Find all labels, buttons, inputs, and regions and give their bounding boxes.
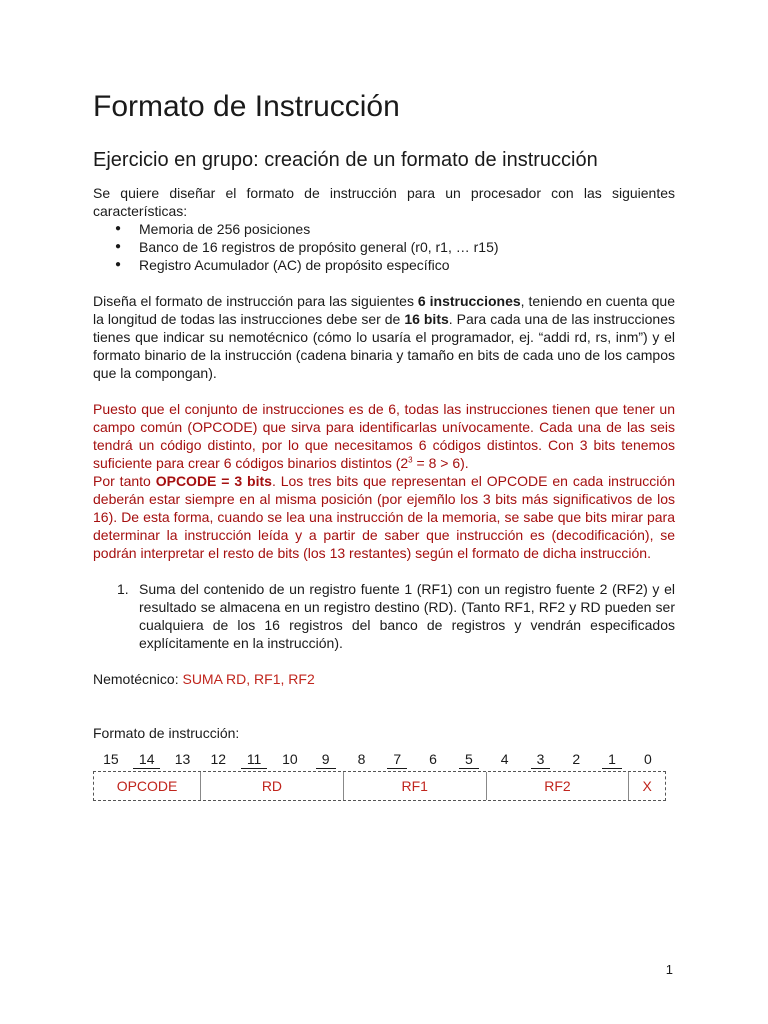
- bit-number: 8: [357, 751, 366, 767]
- answer-text: . Los tres bits que representan el OPCODE en cada instrucción deberán estar siempre en al misma posición (por ejemñlo los 3 bits más significativos de los 16). De esta forma, cuando se lea una instrucción de la memoria, se sabe que bits mirar para determinar la instrucción leída y a partir de saber que instrucción es (decodificación), se podrán interpretar el resto de bits (los 13 restantes) según el formato de dicha instrucción.: [93, 473, 675, 561]
- task-text: , teniendo en cuenta que la longitud de todas las instrucciones debe ser de: [93, 293, 675, 327]
- bit-number: 12: [210, 751, 227, 767]
- bit-number: 4: [500, 751, 509, 767]
- format-label: Formato de instrucción:: [93, 725, 240, 741]
- field-opcode: OPCODE: [94, 772, 201, 800]
- answer-paragraph-2: [93, 472, 675, 562]
- page-number: 1: [665, 962, 673, 977]
- list-item: ● Banco de 16 registros de propósito general (r0, r1, … r15): [139, 238, 675, 256]
- bit-number: 7: [379, 750, 415, 769]
- task-bold-bits: 16 bits: [404, 311, 449, 327]
- features-list: [93, 220, 675, 274]
- field-rf2: RF2: [487, 772, 630, 800]
- instruction-format-table: [93, 771, 666, 801]
- field-x: X: [642, 778, 652, 794]
- task-paragraph: [93, 292, 675, 382]
- answer-paragraph-1: [93, 400, 675, 472]
- bit-number: 14: [129, 750, 165, 769]
- list-item: [117, 580, 675, 652]
- list-number: 1.: [117, 581, 129, 597]
- mnemonic-value: SUMA RD, RF1, RF2: [182, 671, 315, 687]
- bit-numbers-row: [93, 750, 666, 769]
- field-rf1: RF1: [344, 772, 487, 800]
- field-rd: RD: [201, 772, 344, 800]
- bit-number: 5: [451, 750, 487, 769]
- task-text: Diseña el formato de instrucción para las siguientes: [93, 293, 418, 309]
- answer-text: = 8 > 6).: [412, 455, 469, 471]
- task-bold-instructions: 6 instrucciones: [417, 293, 521, 309]
- instruction-text: Suma del contenido de un registro fuente 1 (RF1) con un registro fuente 2 (RF2) y el resultado se almacena en un registro destino (RD). (Tanto RF1, RF2 y RD pueden ser cualquiera de los 16 registros del banco de registros y vendrán especificados explícitamente en la instrucción).: [139, 581, 675, 651]
- exponent: 3: [408, 455, 413, 465]
- bit-number: 15: [103, 751, 119, 767]
- answer-text: Puesto que el conjunto de instrucciones es de 6, todas las instrucciones tienen que tener un campo común (OPCODE) que sirva para identificarlas unívocamente. Cada una de las seis tendrá un código distinto, por lo que necesitamos 6 códigos distintos. Con 3 bits tenemos suficiente para crear 6 códigos binarios distintos (2: [93, 401, 675, 471]
- task-text: . Para cada una de las instrucciones tienes que indicar su nemotécnico (cómo lo usaría el programador, ej. “addi rd, rs, inm”) y el formato binario de la instrucción (cadena binaria y tamaño en bits de cada uno de los campos que la compongan).: [93, 311, 675, 381]
- list-item: ● Memoria de 256 posiciones: [139, 220, 675, 238]
- bit-number: 13: [174, 751, 191, 767]
- bit-number: 3: [523, 750, 559, 769]
- bit-number: 9: [308, 750, 344, 769]
- bit-number: 10: [282, 751, 298, 767]
- mnemonic-line: [93, 670, 675, 688]
- page-title: Formato de Instrucción: [93, 90, 400, 123]
- intro-paragraph: Se quiere diseñar el formato de instrucción para un procesador con las siguientes características:: [93, 185, 675, 219]
- bit-number: 11: [236, 750, 272, 769]
- bit-number: 1: [594, 750, 630, 769]
- bit-number: 6: [429, 751, 437, 767]
- mnemonic-label: Nemotécnico:: [93, 671, 183, 687]
- opcode-bold: OPCODE = 3 bits: [155, 473, 272, 489]
- bit-number: 0: [643, 751, 652, 767]
- section-heading: Ejercicio en grupo: creación de un formato de instrucción: [93, 149, 598, 171]
- document-page: [93, 88, 675, 801]
- list-item: ● Registro Acumulador (AC) de propósito específico: [139, 256, 675, 274]
- bit-number: 2: [572, 751, 581, 767]
- answer-text: Por tanto: [93, 473, 156, 489]
- instruction-list: [93, 580, 675, 652]
